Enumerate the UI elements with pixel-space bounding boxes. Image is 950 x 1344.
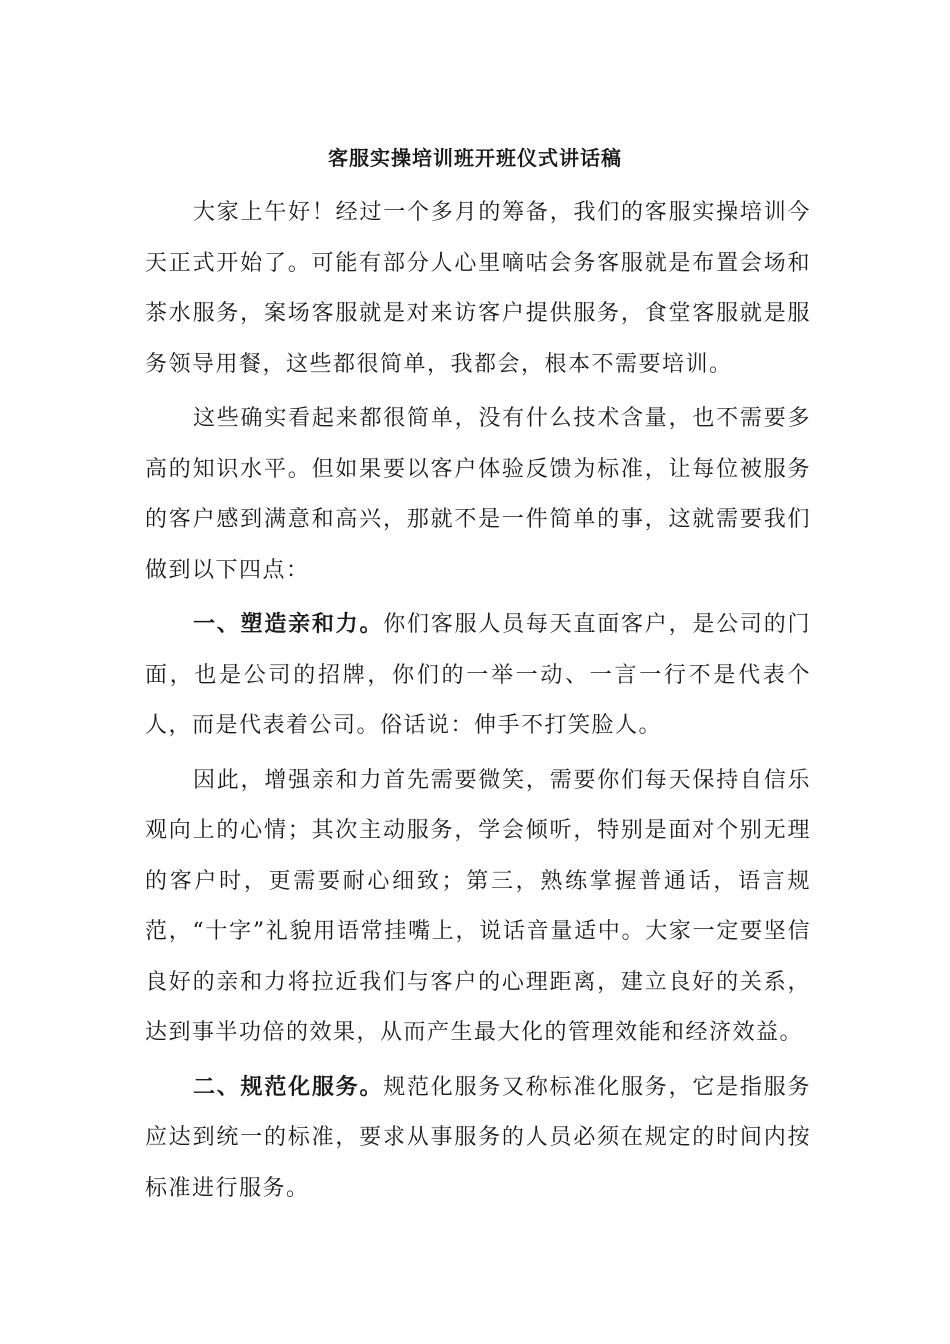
- document-title: 客服实操培训班开班仪式讲话稿: [328, 146, 622, 170]
- paragraph-text: 因此，增强亲和力首先需要微笑，需要你们每天保持自信乐观向上的心情；其次主动服务，学会倾听，特别是面对个别无理的客户时，更需要耐心细致；第三，熟练掌握普通话，语言规范，“十字”礼貌用语常挂嘴上，说话音量适中。大家一定要坚信良好的亲和力将拉近我们与客户的心理距离，建立良好的关系，达到事半功倍的效果，从而产生最大化的管理效能和经济效益。: [145, 767, 811, 1045]
- paragraph-greeting: [145, 187, 811, 390]
- paragraph-text: 规范化服务又称标准化服务，它是指服务应达到统一的标准，要求从事服务的人员必须在规定的时间内按标准进行服务。: [145, 1074, 811, 1201]
- paragraph-text: 大家上午好！经过一个多月的筹备，我们的客服实操培训今天正式开始了。可能有部分人心里嘀咕会务客服就是布置会场和茶水服务，案场客服就是对来访客户提供服务，食堂客服就是服务领导用餐，这些都很简单，我都会，根本不需要培训。: [145, 200, 811, 377]
- paragraph-text: 这些确实看起来都很简单，没有什么技术含量，也不需要多高的知识水平。但如果要以客户体验反馈为标准，让每位被服务的客户感到满意和高兴，那就不是一件简单的事，这就需要我们做到以下四点：: [145, 406, 811, 583]
- paragraph-text: 你们客服人员每天直面客户，是公司的门面，也是公司的招牌，你们的一举一动、一言一行不是代表个人，而是代表着公司。俗话说：伸手不打笑脸人。: [145, 612, 811, 738]
- paragraph-point-one: [145, 599, 811, 752]
- section-heading-standardization: 二、规范化服务。: [193, 1073, 384, 1100]
- paragraph-point-two: [145, 1062, 811, 1215]
- paragraph-intro: [145, 393, 811, 596]
- document-body: [145, 187, 811, 1217]
- section-heading-affinity: 一、塑造亲和力。: [193, 611, 384, 637]
- paragraph-affinity-detail: [145, 755, 811, 1059]
